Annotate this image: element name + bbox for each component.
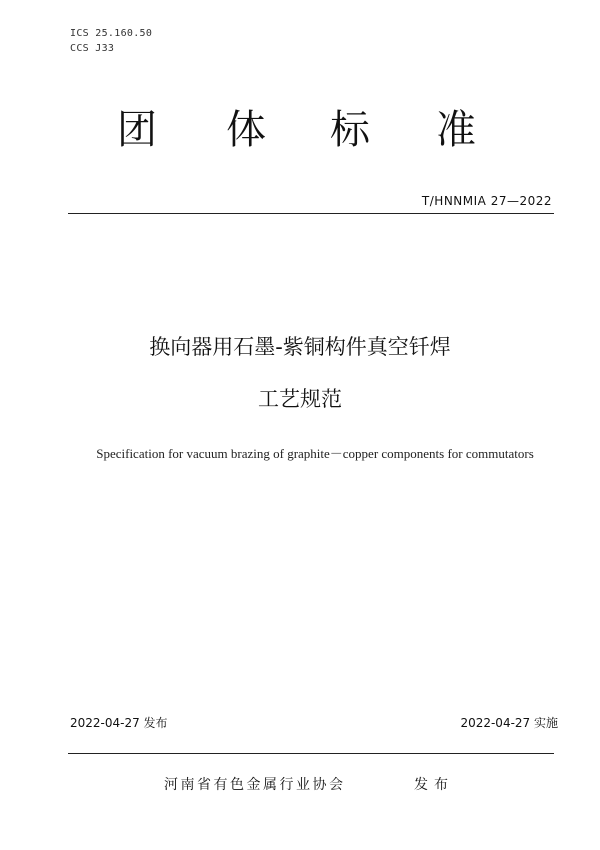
document-title-en: Specification for vacuum brazing of graphite－copper components for commutators bbox=[96, 446, 534, 461]
implementation-date: 2022-04-27 实施 bbox=[460, 716, 558, 730]
standard-number: T/HNNMIA 27—2022 bbox=[421, 194, 552, 208]
document-title-cn-line-2: 工艺规范 bbox=[258, 387, 342, 411]
ics-code: ICS 25.160.50 bbox=[70, 28, 153, 39]
standard-type-char: 准 bbox=[436, 107, 476, 153]
standard-type-title bbox=[0, 100, 600, 160]
standard-type-char: 体 bbox=[226, 107, 266, 153]
standard-type-char: 团 bbox=[117, 107, 157, 153]
publisher-name: 河南省有色金属行业协会 bbox=[164, 777, 346, 793]
header-divider bbox=[68, 213, 554, 214]
document-title-cn-line-1: 换向器用石墨-紫铜构件真空钎焊 bbox=[149, 335, 451, 359]
footer-divider bbox=[68, 753, 554, 754]
publisher-action: 发布 bbox=[414, 777, 454, 793]
standard-type-char: 标 bbox=[330, 107, 370, 153]
ccs-code: CCS J33 bbox=[70, 43, 115, 54]
publish-date: 2022-04-27 发布 bbox=[70, 716, 168, 730]
